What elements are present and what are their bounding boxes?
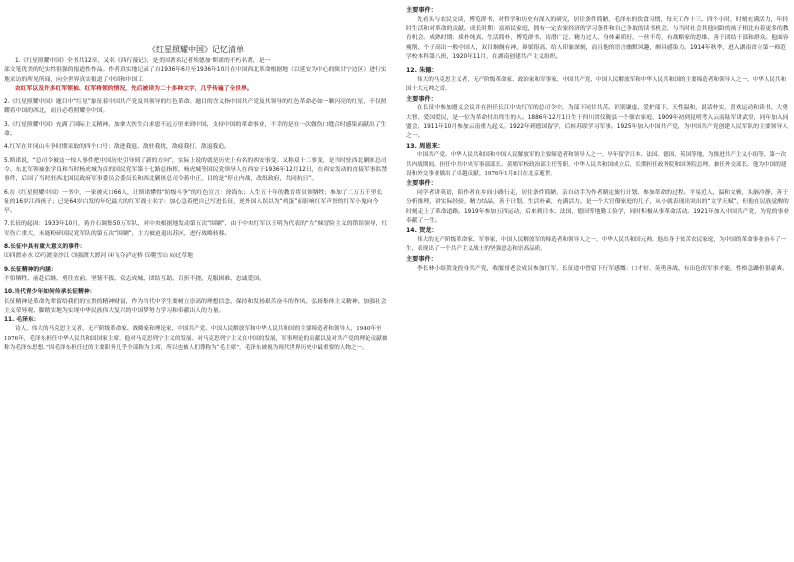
zhu-de-events-heading: 主要事件： [406,95,437,103]
q9-list: 不怕牺牲、前赴后继、勇往直前、坚韧不拔、众志成城、团结互助、百折不挠、克服困难、忠诚爱国。 [4,275,265,282]
q7-paragraph: 7.长征的起因：1933年10月，蒋介石调集50万军队，对中央根据地发动第五次“围剿”，由于中央红军以王明为代表的“左”倾冒险主义的错误领导，红军伤亡重大，未能粉碎国民党军队的第五次“围剿”，主力被迫退出苏区，进行战略转移。 [4,221,388,237]
q8-list: ⑴四渡赤水 ⑵巧渡金沙江 ⑶强渡大渡河 ⑷飞夺泸定桥 ⑸爬雪山 ⑹过草地 [4,253,193,260]
q11-body: 诗人，伟大的马克思主义者，无产阶级革命家、战略家和理论家，中国共产党、中国人民解放军和中华人民共和国的主要缔造者和领导人，1940年至1976年，毛泽东担任中华人民共和国国家主席。他对马克思列宁主义的发展、对马克思列宁主义在中国的发展，军事理论的贡献以及对共产党的理论贡献被称为毛泽东思想。”因毛泽东担任过的主要职务几乎全部称为主席，所以也被人们尊称为“毛主席”，毛泽东被视为现代世界历史中最重要的人物之一。 [4,326,388,352]
q1-line-b: 部文笔优美的纪实性很强的报道性作品。作者真实地记录了自1936年6月至1936年10月在中国西北革命根据地（以延安为中心的陕甘宁边区）进行实地采访的所见所闻，向全世界真实报道了中国和中国工 [4,67,387,83]
q3-paragraph: 3.《红星照耀中国》充满了国际主义精神。加拿大医生白求恩不远万里来到中国，支持中国的革命事业，不幸的是在一次做伤口缝合时感染而献出了生命。 [4,121,387,138]
q6-paragraph: 6.在《红星照耀中国》一书中，一家被灭口66人，让斯诺懂得“阶级斗争”的红色宣言：徐海东；人生五十年的教育将员领牺牲；参加了二万五千里长征的16岁江西孩子；已是64岁白发的年纪最大的红军战士名字：加心急着把自己写进长征，逆外国人误以为“鸡蛋”而影响红军声誉的红军小鬼向今亭。 [4,189,383,215]
q2-paragraph: 2.《红星照耀中国》题目中“红星”象征着中国共产党及其领导的红色革命。题目的含义指中国共产党及其领导的红色革命必如一颗闪亮的红星，不仅照耀着中国的西北，而且必将照耀全中国。 [4,99,387,115]
left-column [4,0,388,562]
q1-line-c: 农红军以及许多红军领袖、红军将领的情况，先后被译为二十多种文字，几乎传遍了全世界。 [15,85,253,92]
q5-paragraph: 5.斯诺说，“总司令被这一惊人事件把中国历史引导到了新的方向”，实际上说的就是历史上有名的西安事变。又称双十二事变，是当时驻西北剿匪总司令、东北军领袖张学良和当时杨虎城为首的国民党军第十七路总指挥，杨虎城等国民党领导人在西安于1936年12月12日，在西安发动的直接军事监禁事件，后国了当时驻西北国民政府军事委员会委员长和西北剿匪总司令蒋中正，目的是“停止内战，改组政府，共同抗日”。 [4,157,388,183]
he-long-events-body: 李长林小组贺龙投身共产党，收服哥老会成员参加红军，长征途中曾留下行军感慨：口才好、英勇善战、有出色的军事才能，性格急躁但很豪爽。 [417,265,789,272]
he-long-events-heading: 主要事件： [406,255,437,263]
mao-events-heading: 主要事件： [406,7,437,14]
zhou-events-body: 同学者讲英语，陪作者在乡间小路行走，居住条件简陋，亲自动手为作者制定旅行计划，参加革命的过程。平易近人，温和文雅，头脑冷静，善于分析推理，讲实际经验，精力结晶，善于计划，生活朴素，充满活力。是一个大官僚家庭的儿子，从小就表现出突出的“文学天赋”，但他在民族觉醒的时刻走上了革命道路。1919年参加五四运动，后来到日本、法国、德国等地勤工俭学，同时积极从事革命活动。1921年加入中国共产党，为党的事业奉献了一生。 [406,190,790,225]
zhou-enlai-heading: 13. 周恩来： [406,142,444,150]
right-column [406,0,790,562]
q10-body: 长征精神是革命先辈留给我们的宝贵的精神财富，作为当代中学生要树立崇高的理想信念、保持和发扬艰苦奋斗的作风、弘扬集体主义精神、加强社会主义荣辱观、脚踏实地为实现中华民族伟大复兴的中国梦努力学习和奉献出人的力量。 [4,298,387,314]
q8-heading: 8.长征中具有重大意义的事件： [4,244,86,251]
q11-heading: 11. 毛泽东： [4,317,40,324]
zhou-events-heading: 主要事件： [406,180,437,188]
q4-paragraph: 4.红军在井冈山斗争时期采取的四个口号：敌进我退，敌驻我扰，敌疲我打，敌退我追。 [4,144,230,151]
document-title: 《红星照耀中国》记忆清单 [148,45,244,54]
mao-events-body: 先看头与农民交谈，博览群书，对哲学和历史有深入的研究，居住条件简陋，毛泽东的饮食习惯，每天工作十三、四个小时，时刻充满活力，年轻时生活和对革命的贡献。成长时期：富裕民家庭，拥有一定农家经济的学习条件和自己争取的读书机会，与当时社会其他同龄的孩子相比有着更多的教育机会。成熟时期：质朴纯真、生活简朴，博览群书、诗潜广泛、精力过人、身体素质好，一丝不苟，有战略家的思维、善于团结干部和群众。他面容瘦削、个子高出一般中国人，双目炯炯有神，鼻梁很高，给人印象深刻，而且他的语言幽默风趣，颇具感染力。1914年秋季，进入湖南省立第一师范学校本科第八班，1920年11月，在湖南创建共产主义组织。 [406,16,789,60]
zhou-enlai-body: 中国共产党、中华人民共和国和中国人民解放军的主要缔造者和领导人之一。早年留学日本、法国、德国，英国等地，为推进共产主义小组等，第一次共内战期间，担任中共中央军事部部长、黄埔军校政治部主任等职。中华人民共和国成立后，长期担任政务院和国务院总理，兼任外交部长。他为中国的建设和外交事业做出了卓越贡献。1976年1月8日在北京逝世。 [406,152,787,178]
zhu-de-heading: 12. 朱德： [406,67,438,75]
q9-heading: 9.长征精神的内涵： [4,266,57,273]
zhu-de-events-body: 在长征中参加遵义会议并在担任长江中央红军的总司令中，为部下同甘共苦。识别谦虚、爱护部下、天性温和，说话朴实、喜欢运动和读书、大勇大智、爱国爱民，是一位为革命付出终生的人。1886年12月1日生于四川省仪陇县一个佃农家庭，1909年初到昆明考入云南陆军讲武堂，同年加入同盟会，1911年10月参加云南重九起义。1922年到德国留学，后转苏联学习军事。1925年加入中国共产党，为中国共产党创建人民军队的主要领导人之一。 [406,105,789,140]
q10-heading: 10.当代青少年如何传承长征精神： [4,289,96,296]
he-long-heading: 14. 贺龙： [406,227,438,235]
he-long-body: 伟大的无产阶级革命家、军事家，中国人民解放军的缔造者和领导人之一，中华人民共和国元帅。他出身于贫苦农民家庭，为中国的革命事业奋斗了一生，表现出了一个共产主义战士的坚强意志和崇高品质。 [406,237,787,253]
zhu-de-body: 伟大的马克思主义者，无产阶级革命家、政治家和军事家，中国共产党、中国人民解放军和中华人民共和国的主要缔造者和领导人之一，中华人民共和国十大元帅之首。 [406,77,787,93]
q1-line-a: 1.《红星照耀中国》全书共12章，又名《西行漫记》，是美国著名记者埃德加·斯诺的不朽名著，是一 [15,58,271,64]
